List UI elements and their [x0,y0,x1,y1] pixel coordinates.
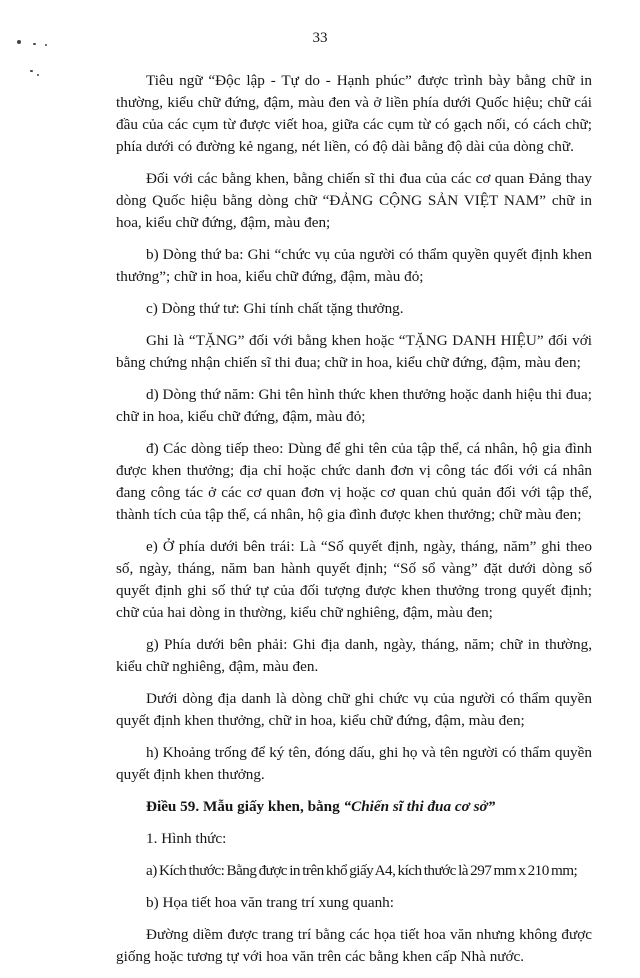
article-heading [116,796,592,818]
paragraph-bottom-right: g) Phía dưới bên phải: Ghi địa danh, ngày, tháng, năm; chữ in thường, kiểu chữ nghiêng, đậm, màu đen. [116,636,592,675]
paragraph-award-label: Ghi là “TẶNG” đối với bằng khen hoặc “TẶNG DANH HIỆU” đối với bằng chứng nhận chiến sĩ thi đua; chữ in hoa, kiểu chữ đứng, đậm, màu đen; [116,332,592,371]
scan-speck [30,70,33,72]
scan-speck [37,74,39,76]
paragraph-line-four: c) Dòng thứ tư: Ghi tính chất tặng thưởng. [146,300,404,317]
paragraph-form: 1. Hình thức: [146,830,227,847]
paragraph-line-five: d) Dòng thứ năm: Ghi tên hình thức khen thưởng hoặc danh hiệu thi đua; chữ in hoa, kiểu chữ đứng, đậm, màu đỏ; [116,386,592,425]
paragraph-party-agencies: Đối với các bằng khen, bằng chiến sĩ thi đua của các cơ quan Đảng thay dòng Quốc hiệu bằng dòng chữ “ĐẢNG CỘNG SẢN VIỆT NAM” chữ in hoa, kiểu chữ đứng, đậm, màu đen; [116,170,592,231]
article-heading-prefix: Điều 59. Mẫu giấy khen, bằng [146,798,344,815]
paragraph-bottom-left: e) Ở phía dưới bên trái: Là “Số quyết định, ngày, tháng, năm” ghi theo số, ngày, tháng, năm ban hành quyết định; “Số sổ vàng” đặt dưới dòng số quyết định ghi số thứ tự của đối tượng được khen thưởng trong quyết định; chữ của hai dòng in thường, kiểu chữ nghiêng, đậm, màu đen; [116,538,592,621]
document-body [116,70,592,978]
paragraph-line-three: b) Dòng thứ ba: Ghi “chức vụ của người có thẩm quyền quyết định khen thưởng”; chữ in hoa, kiểu chữ đứng, đậm, màu đỏ; [116,246,592,285]
paragraph-following-lines: đ) Các dòng tiếp theo: Dùng để ghi tên của tập thể, cá nhân, hộ gia đình được khen thưởng; địa chỉ hoặc chức danh đơn vị công tác đối với cá nhân đang công tác ở các cơ quan đơn vị hoặc cơ quan chủ quản đối với tập thể, thành tích của tập thể, cá nhân, hộ gia đình được khen thưởng; chữ màu đen; [116,440,592,523]
paragraph-pattern: b) Họa tiết hoa văn trang trí xung quanh: [146,894,394,911]
paragraph-border: Đường diềm được trang trí bằng các họa tiết hoa văn nhưng không được giống hoặc tương tự với hoa văn trên các bằng khen cấp Nhà nước. [116,926,592,965]
paragraph-size: a) Kích thước: Bằng được in trên khổ giấy A4, kích thước là 297 mm x 210 mm; [146,862,578,879]
page-number: 33 [312,30,328,46]
paragraph-motto: Tiêu ngữ “Độc lập - Tự do - Hạnh phúc” được trình bày bằng chữ in thường, kiểu chữ đứng, đậm, màu đen và ở liền phía dưới Quốc hiệu; chữ cái đầu của các cụm từ được viết hoa, giữa các cụm từ có gạch nối, có cách chữ; phía dưới có đường kẻ ngang, nét liền, có độ dài bằng độ dài của dòng chữ. [116,72,592,155]
paragraph-signature-space: h) Khoảng trống để ký tên, đóng dấu, ghi họ và tên người có thẩm quyền quyết định khen thưởng. [116,744,592,783]
paragraph-title-line: Dưới dòng địa danh là dòng chữ ghi chức vụ của người có thẩm quyền quyết định khen thưởng, chữ in hoa, kiểu chữ đứng, đậm, màu đen; [116,690,592,729]
article-heading-italic: “Chiến sĩ thi đua cơ sở” [343,798,496,815]
